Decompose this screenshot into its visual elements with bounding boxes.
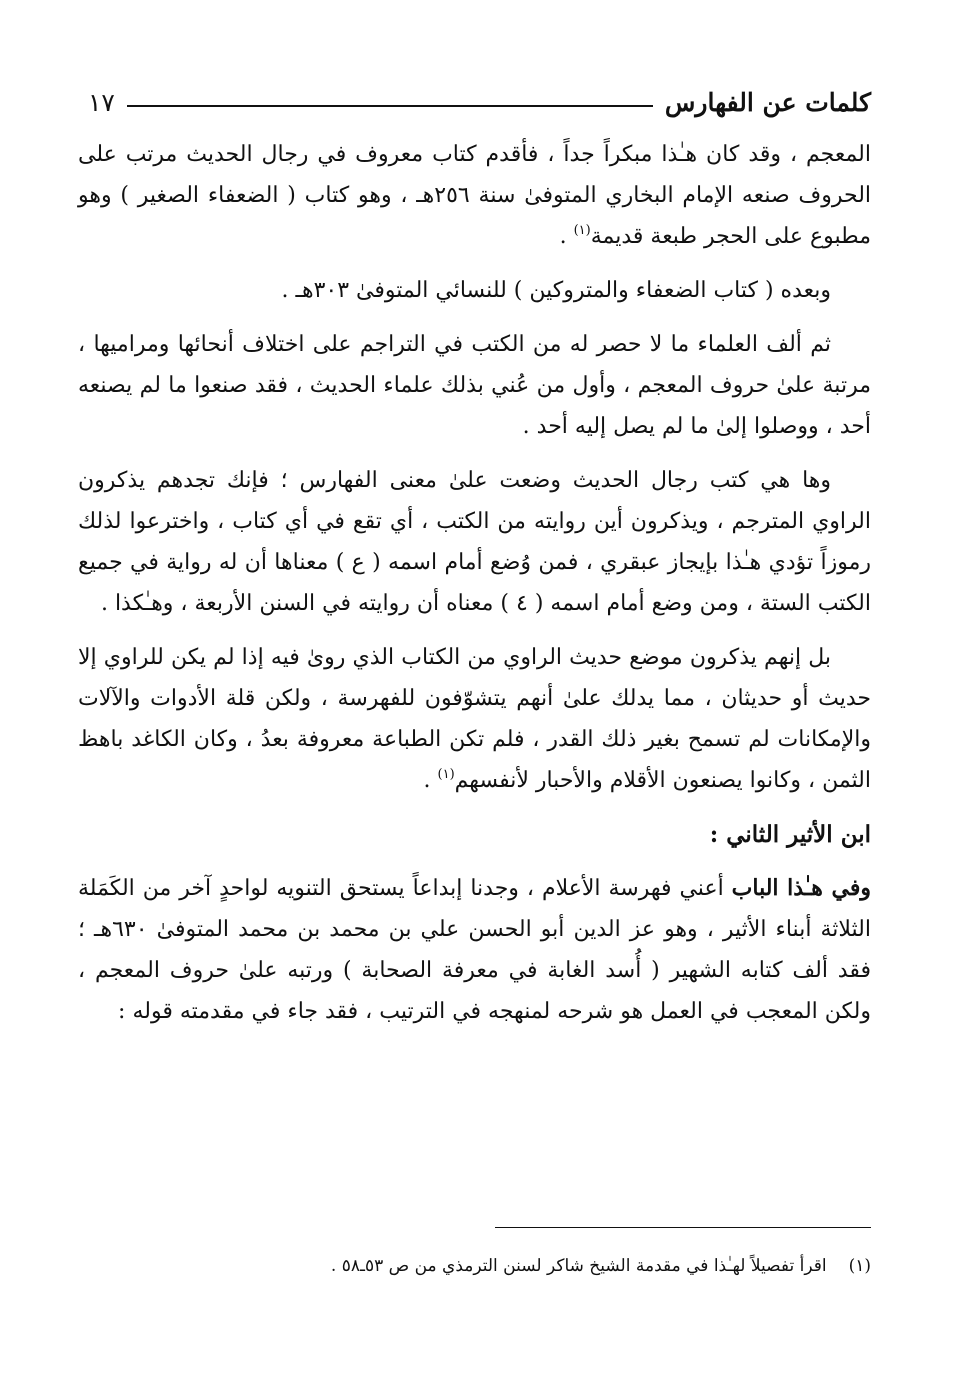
paragraph-5 <box>78 637 871 801</box>
paragraph-1 <box>78 134 871 257</box>
paragraph-2: وبعده ( كتاب الضعفاء والمتروكين ) للنسائي المتوفىٰ ٣٠٣هـ . <box>281 278 831 303</box>
running-title: كلمات عن الفهارس <box>664 87 871 117</box>
paragraph-3: ثم ألف العلماء ما لا حصر له من الكتب في التراجم على اختلاف أنحائها ومراميها ، مرتبة علىٰ حروف المعجم ، وأول من عُني بذلك علماء الحديث ، فقد صنعوا ما لم يصنعه أحد ، ووصلوا إلىٰ ما لم يصل إليه أحد . <box>78 332 871 439</box>
page-number: ١٧ <box>88 87 115 117</box>
paragraph-4: وها هي كتب رجال الحديث وضعت علىٰ معنى الفهارس ؛ فإنك تجدهم يذكرون الراوي المترجم ، ويذكرون أين روايته من الكتب ، أي تقع في أي كتاب ، واخترعوا لذلك رموزاً تؤدي هـٰذا بإيجاز عبقري ، فمن وُضع أمام اسمه ( ع ) معناها أن له رواية في جميع الكتب الستة ، ومن وضع أمام اسمه ( ٤ ) معناه أن روايته في السنن الأربعة ، وهـٰكذا . <box>78 468 871 616</box>
footnote <box>78 1252 871 1280</box>
running-header <box>88 84 871 120</box>
header-rule <box>127 105 653 107</box>
section-heading: ابن الأثير الثاني : <box>709 821 871 848</box>
paragraph-6-text: أعني فهرسة الأعلام ، وجدنا إبداعاً يستحق التنويه لواحدٍ آخر من الكَمَلة الثلاثة أبناء الأثير ، وهو عز الدين أبو الحسن علي بن محمد بن محمد المتوفىٰ ٦٣٠هـ ؛ فقد ألف كتابه الشهير ( أُسد الغابة في معرفة الصحابة ) ورتبه علىٰ حروف المعجم ، ولكن المعجب في العمل هو شرحه لمنهجه في الترتيب ، فقد جاء في مقدمته قوله : <box>78 876 871 1024</box>
footnote-separator <box>495 1227 871 1228</box>
footnote-number: (١) <box>848 1256 871 1276</box>
body-text <box>78 134 871 1032</box>
paragraph-1-text: المعجم ، وقد كان هـٰذا مبكراً جداً ، فأقدم كتاب معروف في رجال الحديث مرتب على الحروف صنعه الإمام البخاري المتوفىٰ سنة ٢٥٦هـ ، وهو كتاب ( الضعفاء الصغير ) وهو مطبوع على الحجر طبعة قديمة <box>78 142 872 249</box>
paragraph-6-lead: وفي هـٰذا الباب <box>731 875 872 901</box>
footnote-ref-1: (١) <box>573 223 591 238</box>
footnote-text: اقرأ تفصيلاً لهـٰذا في مقدمة الشيخ شاكر لسنن الترمذي من ص ٥٣ـ٥٨ . <box>330 1256 827 1276</box>
paragraph-5-text: بل إنهم يذكرون موضع حديث الراوي من الكتاب الذي روىٰ فيه إذا لم يكن للراوي إلا حديث أو حديثان ، مما يدلك علىٰ أنهم يتشوّفون للفهرسة ، ولكن قلة الأدوات والآلات والإمكانات لم تسمح بغير ذلك القدر ، فلم تكن الطباعة معروفة بعدُ ، وكان الكاغد باهظ الثمن ، وكانوا يصنعون الأقلام والأحبار لأنفسهم <box>78 645 871 793</box>
paragraph-6 <box>78 868 871 1032</box>
paragraph-5-end: . <box>423 768 438 793</box>
paragraph-1-end: . <box>559 224 574 249</box>
footnote-ref-2: (١) <box>437 767 455 782</box>
